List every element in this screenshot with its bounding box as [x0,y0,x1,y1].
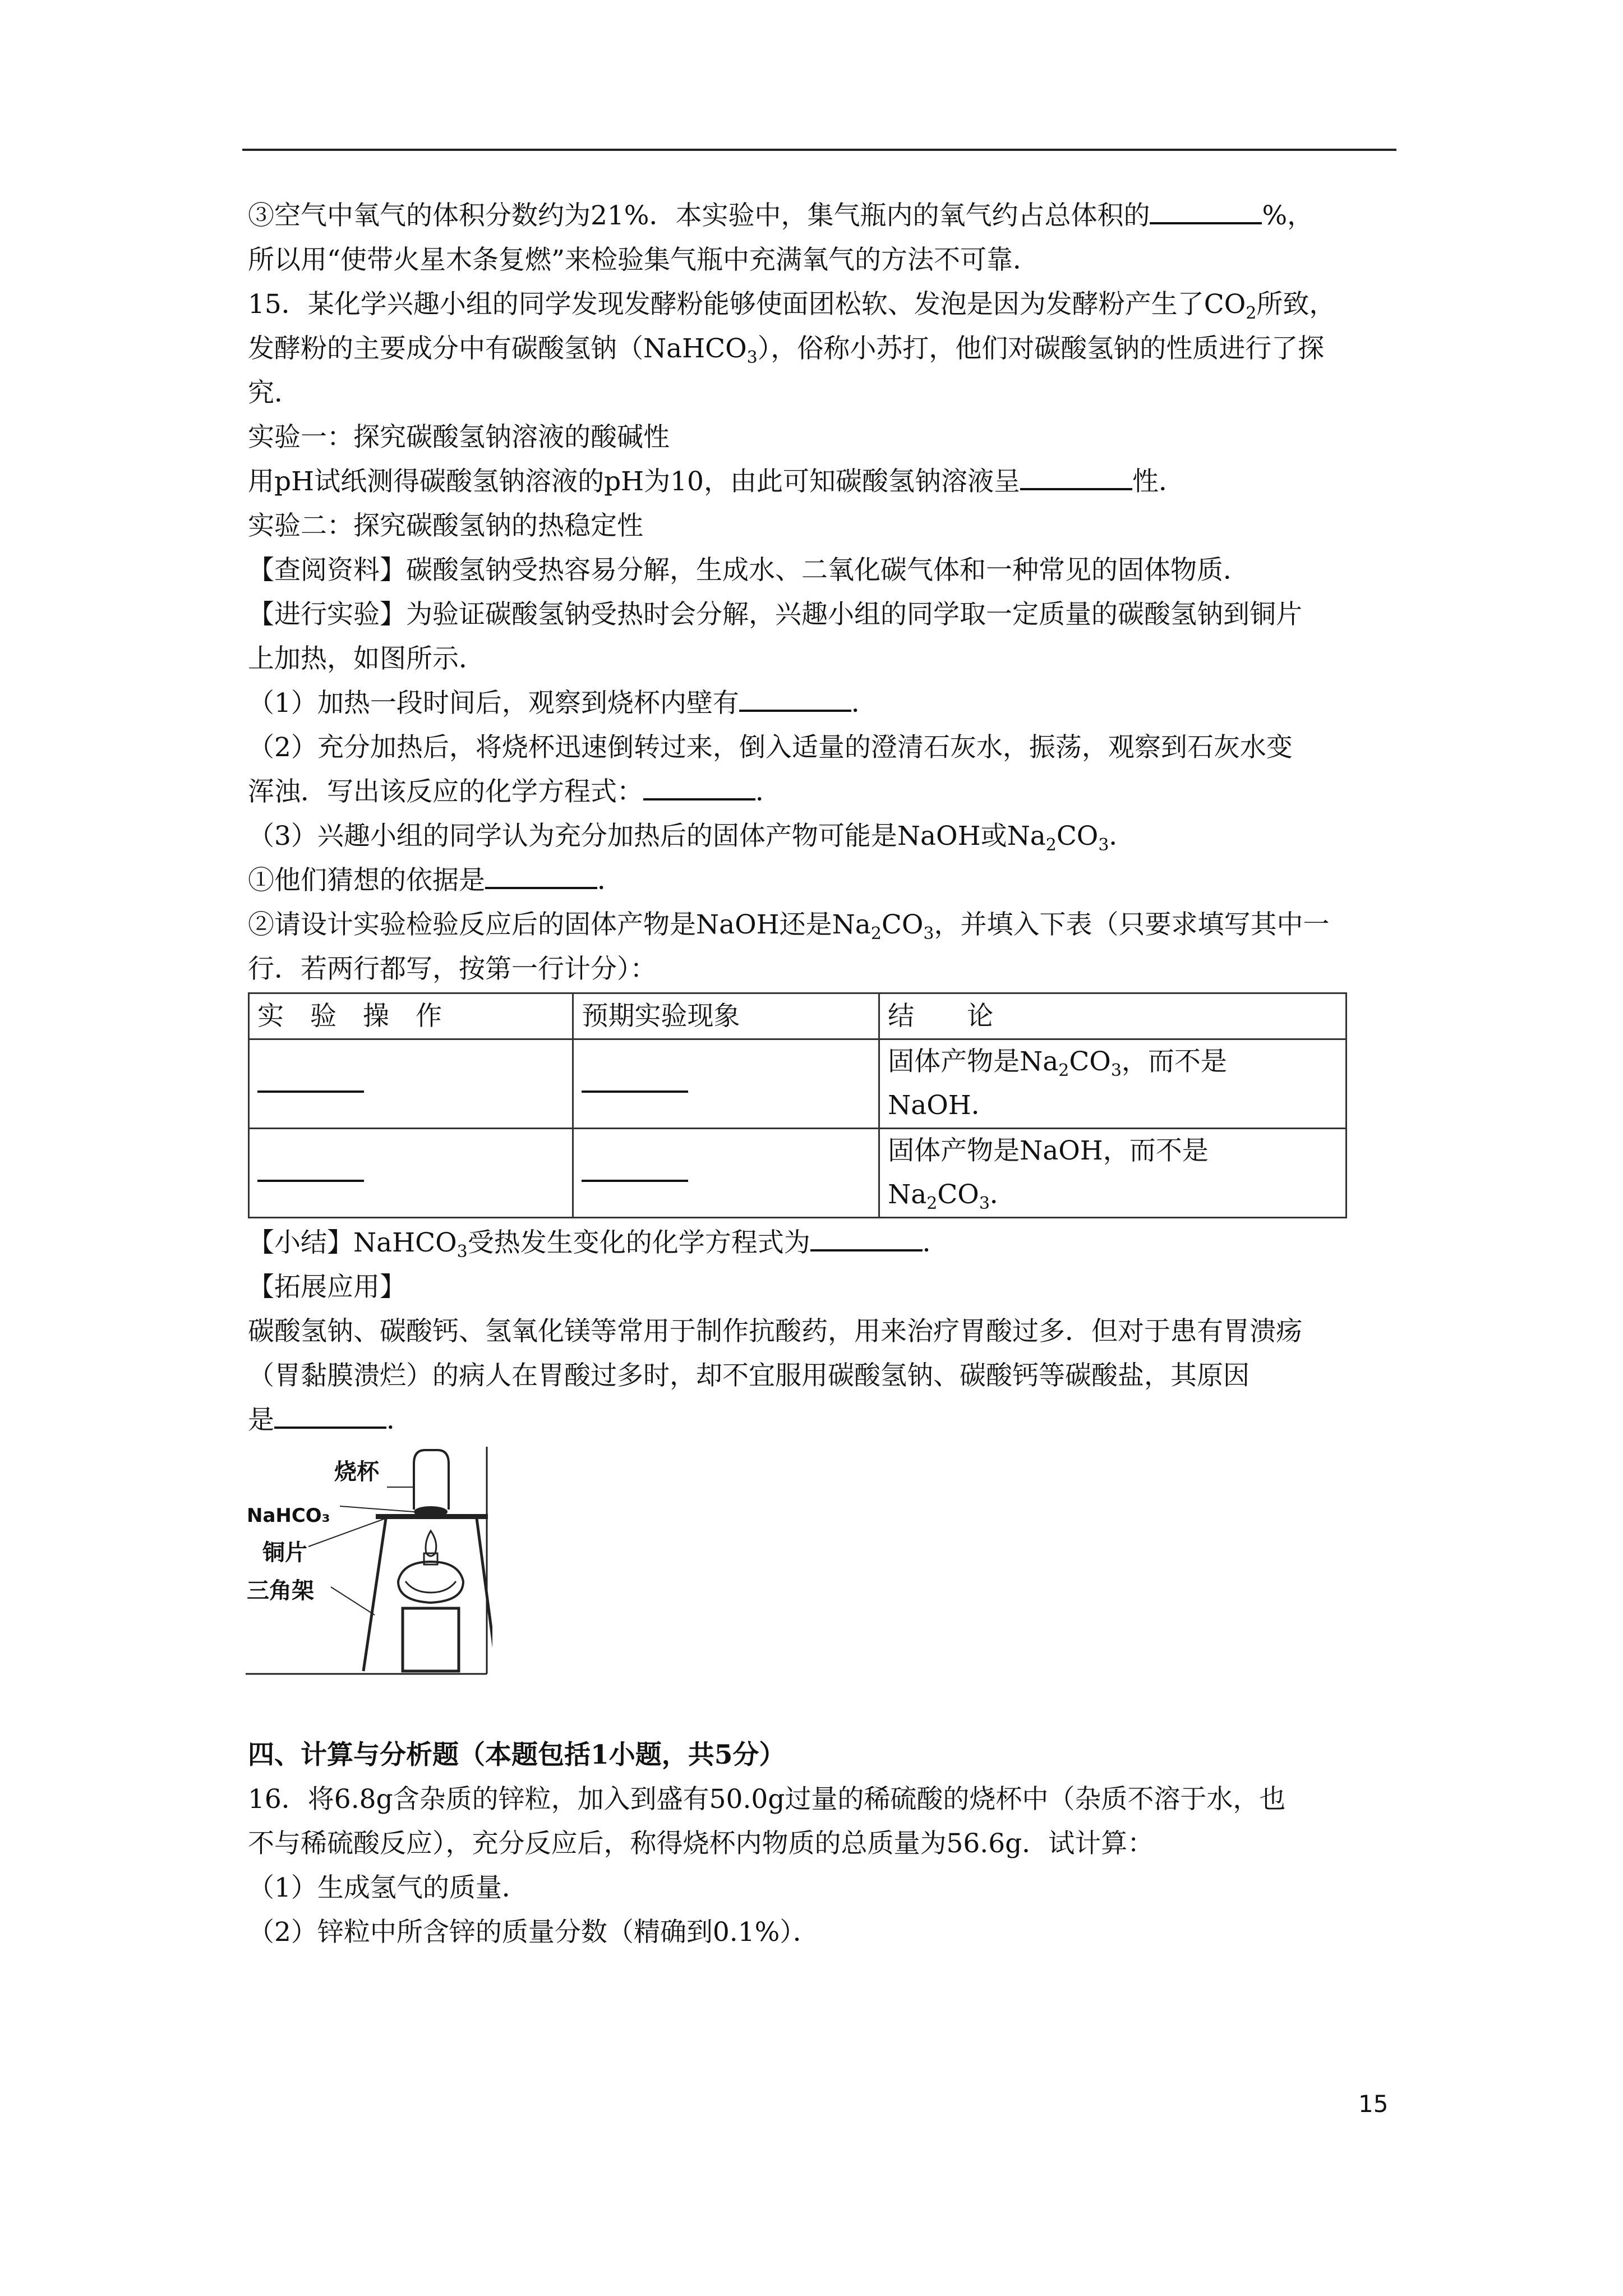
subscript: 3 [1098,835,1109,855]
answer-blank[interactable] [1020,464,1132,490]
text-line: 行．若两行都写，按第一行计分）： [248,954,657,984]
text: 浑浊．写出该反应的化学方程式： [248,776,643,807]
table-cell [573,1039,879,1129]
text: ． [597,865,624,896]
text: 用pH试纸测得碳酸氢钠溶液的pH为10，由此可知碳酸氢钠溶液呈 [248,466,1020,497]
text-line: 上加热，如图所示． [248,643,485,674]
text-line: （1）生成氢气的质量． [248,1872,528,1903]
table-row [249,1039,1347,1129]
text-line: （胃黏膜溃烂）的病人在胃酸过多时，却不宜服用碳酸氢钠、碳酸钙等碳酸盐，其原因 [248,1360,1249,1391]
text-line: 所以用“使带火星木条复燃”来检验集气瓶中充满氧气的方法不可靠． [248,245,1040,275]
text: CO [1056,821,1099,852]
table-header-row [249,993,1347,1039]
label-copper-plate: 铜片 [262,1540,307,1566]
apparatus-figure [246,1447,492,1677]
table-header: 预期实验现象 [573,993,879,1039]
text: ． [755,776,782,807]
answer-blank[interactable] [274,1403,386,1429]
text: CO [881,909,924,940]
text: 性． [1132,466,1185,497]
text: ． [989,1179,1016,1210]
answer-blank[interactable] [582,1067,688,1093]
text: ． [851,688,878,719]
text: ①他们猜想的依据是 [248,865,485,896]
text-line: 碳酸氢钠、碳酸钙、氢氧化镁等常用于制作抗酸药，用来治疗胃酸过多．但对于患有胃溃疡 [248,1316,1302,1347]
text-line [248,770,1398,814]
label-beaker: 烧杯 [334,1459,379,1485]
beaker-shape [414,1450,449,1510]
text: ），俗称小苏打，他们对碳酸氢钠的性质进行了探 [757,333,1325,364]
text-line: 16．将6.8g含杂质的锌粒，加入到盛有50.0g过量的稀硫酸的烧杯中（杂质不溶于水，也 [248,1784,1286,1815]
label-nahco3: NaHCO₃ [247,1504,330,1527]
lamp-liquid [405,1581,456,1593]
section-title: 四、计算与分析题（本题包括1小题，共5分） [248,1740,786,1770]
table-cell [879,1129,1347,1218]
text: ③空气中氧气的体积分数约为21%．本实验中，集气瓶内的氧气约占总体积的 [248,200,1150,231]
text-line [248,459,1398,504]
text: 受热发生变化的化学方程式为 [467,1227,810,1258]
text: 是 [248,1405,274,1435]
text-line [248,903,1398,947]
answer-blank[interactable] [257,1156,364,1182]
leader-line [340,1506,414,1512]
tripod-leg [363,1519,386,1671]
subscript: 3 [979,1194,990,1213]
subscript: 2 [1045,835,1057,855]
text: ． [386,1405,413,1435]
table-cell [249,1039,573,1129]
tripod-leg [477,1519,492,1671]
experiment-table [248,992,1347,1218]
leader-line [331,1587,375,1615]
text-line: 究． [248,378,301,408]
label-tripod: 三角架 [247,1578,314,1604]
text: 发酵粉的主要成分中有碳酸氢钠（NaHCO [248,333,747,364]
subscript: 3 [923,924,934,944]
text-line: （2）充分加热后，将烧杯迅速倒转过来，倒入适量的澄清石灰水，振荡，观察到石灰水变 [248,732,1293,763]
experiment-1-title: 实验一：探究碳酸氢钠溶液的酸碱性 [248,422,670,453]
header-rule [242,149,1396,151]
text: CO [1069,1046,1111,1077]
flame-shape [426,1531,436,1556]
subscript: 3 [457,1242,468,1262]
subscript: 2 [870,924,882,944]
text: CO [937,1179,979,1210]
text: ． [922,1227,949,1258]
text-line: （2）锌粒中所含锌的质量分数（精确到0.1%）． [248,1917,819,1948]
text: Na [888,1179,927,1210]
text: ，并填入下表（只要求填写其中一 [934,909,1330,940]
document-body [248,194,1398,1954]
table-cell [879,1039,1347,1129]
text: 固体产物是NaOH，而不是 [888,1135,1209,1166]
text: ②请设计实验检验反应后的固体产物是NaOH还是Na [248,909,871,940]
text-line [248,194,1398,238]
copper-plate [376,1514,488,1519]
text-line: 【查阅资料】碳酸氢钠受热容易分解，生成水、二氧化碳气体和一种常见的固体物质． [248,555,1249,586]
table-cell [249,1129,573,1218]
text: 固体产物是Na [888,1046,1059,1077]
text: （1）加热一段时间后，观察到烧杯内壁有 [248,688,739,719]
subscript: 2 [926,1194,938,1213]
answer-blank[interactable] [643,775,755,800]
text: （3）兴趣小组的同学认为充分加热后的固体产物可能是NaOH或Na [248,821,1046,852]
text: ，而不是 [1121,1046,1227,1077]
subscript: 3 [1110,1061,1122,1080]
text: ． [1109,821,1136,852]
text-line [248,858,1398,903]
lamp-stand-block [403,1608,459,1671]
text-line: 【拓展应用】 [248,1272,406,1303]
text: %， [1262,200,1314,231]
text: 所致， [1256,289,1336,320]
answer-blank[interactable] [485,863,597,889]
table-row [249,1129,1347,1218]
text-line [248,1398,1398,1442]
text: 15．某化学兴趣小组的同学发现发酵粉能够使面团松软、发泡是因为发酵粉产生了CO [248,289,1246,320]
subscript: 2 [1246,303,1257,323]
table-header: 实 验 操 作 [249,993,573,1039]
text: NaOH． [888,1090,998,1121]
answer-blank[interactable] [257,1067,364,1093]
text-line [248,681,1398,725]
subscript: 3 [746,348,758,367]
text: 【小结】NaHCO [248,1227,457,1258]
alcohol-lamp [398,1562,463,1603]
answer-blank[interactable] [1150,199,1262,224]
answer-blank[interactable] [739,686,851,712]
answer-blank[interactable] [582,1156,688,1182]
experiment-2-title: 实验二：探究碳酸氢钠的热稳定性 [248,510,643,541]
table-cell [573,1129,879,1218]
text-line: 【进行实验】为验证碳酸氢钠受热时会分解，兴趣小组的同学取一定质量的碳酸氢钠到铜片 [248,599,1302,630]
subscript: 2 [1058,1061,1069,1080]
text-line [248,326,1398,371]
text-line [248,814,1398,858]
text-line [248,1221,1398,1265]
text-line: 不与稀硫酸反应），充分反应后，称得烧杯内物质的总质量为56.6g．试计算： [248,1828,1154,1859]
answer-blank[interactable] [810,1226,923,1251]
question-15-line [248,282,1398,326]
table-header: 结 论 [879,993,1347,1039]
page-number: 15 [1358,2090,1389,2118]
